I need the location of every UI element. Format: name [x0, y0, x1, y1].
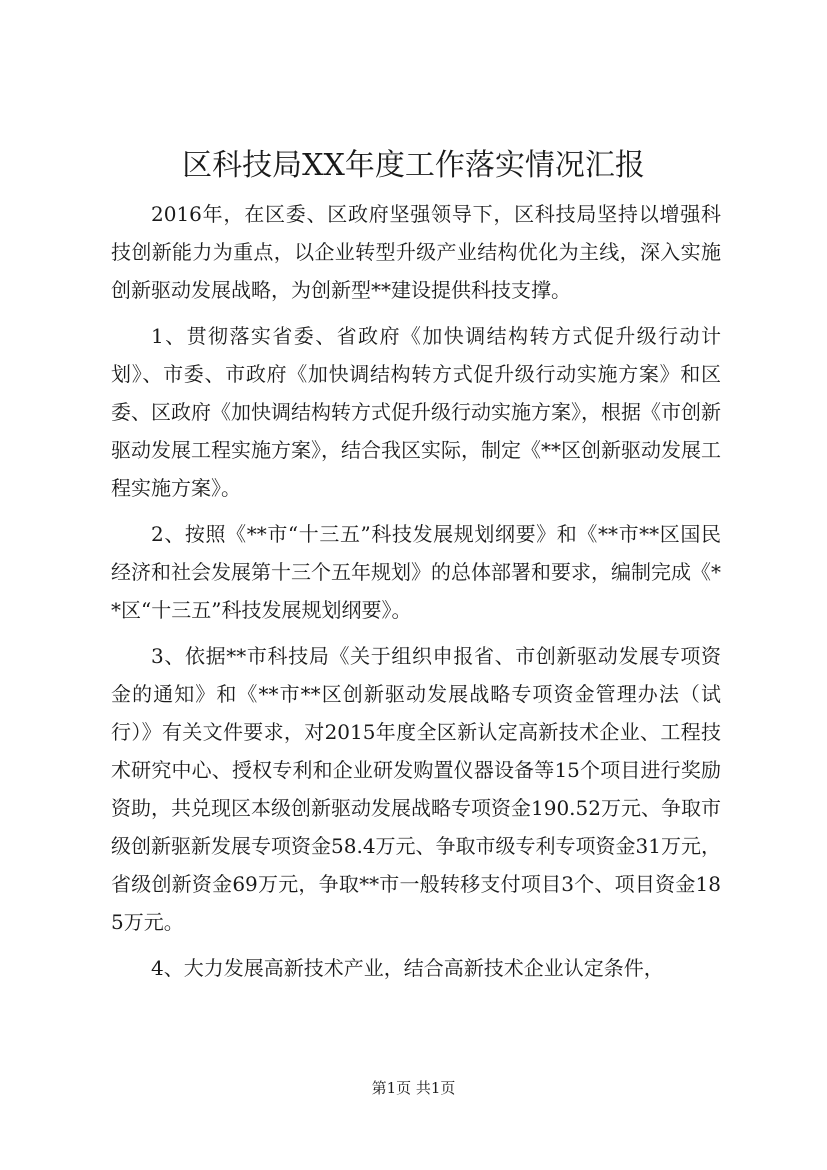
- paragraph-item-3: 3、依据**市科技局《关于组织申报省、市创新驱动发展专项资金的通知》和《**市**区创新驱动发展战略专项资金管理办法（试行）》有关文件要求，对2015年度全区新认定高新技术企业、工程技术研究中心、授权专利和企业研发购置仪器设备等15个项目进行奖励资助，共兑现区本级创新驱动发展战略专项资金190.52万元、争取市级创新驱新发展专项资金58.4万元、争取市级专利专项资金31万元，省级创新资金69万元，争取**市一般转移支付项目3个、项目资金185万元。: [111, 644, 721, 934]
- paragraph-item-1: 1、贯彻落实省委、省政府《加快调结构转方式促升级行动计划》、市委、市政府《加快调结构转方式促升级行动实施方案》和区委、区政府《加快调结构转方式促升级行动实施方案》，根据《市创新驱动发展工程实施方案》，结合我区实际，制定《**区创新驱动发展工程实施方案》。: [111, 324, 721, 500]
- paragraph-item-2: 2、按照《**市“十三五”科技发展规划纲要》和《**市**区国民经济和社会发展第十三个五年规划》的总体部署和要求，编制完成《**区“十三五”科技发展规划纲要》。: [111, 522, 721, 622]
- document-title: 区科技局XX年度工作落实情况汇报: [182, 148, 645, 183]
- document-body: [111, 195, 721, 987]
- page-footer: 第1页 共1页: [371, 1079, 456, 1097]
- paragraph-item-4: 4、大力发展高新技术产业，结合高新技术企业认定条件，: [151, 956, 664, 980]
- paragraph-intro: 2016年，在区委、区政府坚强领导下，区科技局坚持以增强科技创新能力为重点，以企业转型升级产业结构优化为主线，深入实施创新驱动发展战略，为创新型**建设提供科技支撑。: [111, 202, 721, 302]
